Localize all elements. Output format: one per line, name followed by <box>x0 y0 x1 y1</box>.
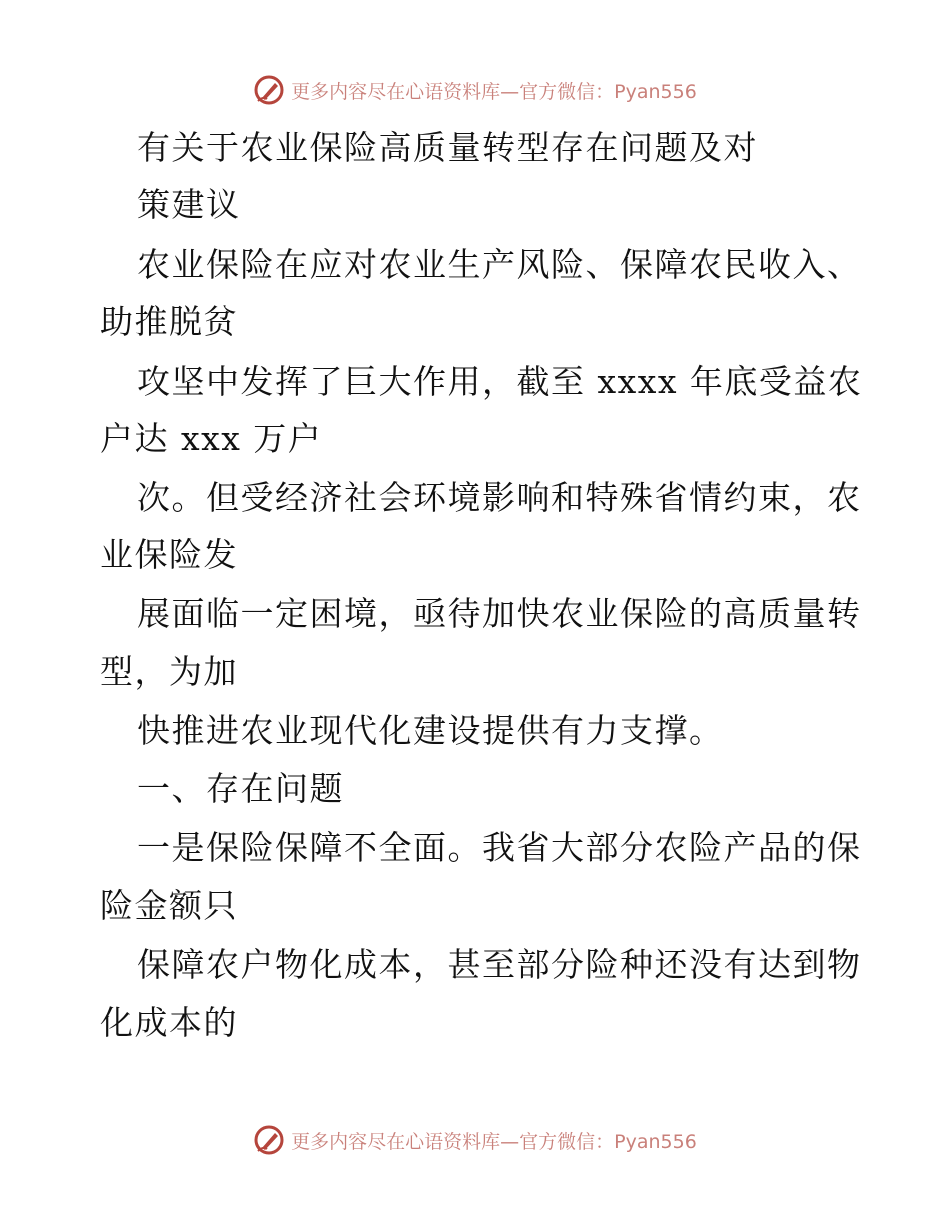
paragraph-line: 险金额只 <box>100 886 238 925</box>
paragraph-line: 快推进农业现代化建设提供有力支撑。 <box>137 711 724 750</box>
paragraph-line: 户达 xxx 万户 <box>100 419 323 458</box>
paragraph-line: 展面临一定困境，亟待加快农业保险的高质量转 <box>137 594 862 633</box>
watermark-text: 更多内容尽在心语资料库—官方微信：Pyan556 <box>291 1130 697 1153</box>
paragraph-line: 业保险发 <box>100 535 238 574</box>
paragraph-line: 化成本的 <box>100 1003 238 1042</box>
paragraph-line: 保障农户物化成本，甚至部分险种还没有达到物 <box>137 945 862 984</box>
pen-circle-icon <box>253 74 285 106</box>
paragraph-line: 助推脱贫 <box>100 302 238 341</box>
paragraph-line: 一是保险保障不全面。我省大部分农险产品的保 <box>137 828 862 867</box>
paragraph-line: 次。但受经济社会环境影响和特殊省情约束，农 <box>137 478 862 517</box>
title-line-1: 有关于农业保险高质量转型存在问题及对 <box>137 128 758 167</box>
paragraph-line: 攻坚中发挥了巨大作用，截至 xxxx 年底受益农 <box>137 362 863 401</box>
footer-watermark <box>0 1120 950 1160</box>
paragraph-line: 型，为加 <box>100 652 238 691</box>
header-watermark <box>0 70 950 110</box>
paragraph-line: 农业保险在应对农业生产风险、保障农民收入、 <box>137 245 862 284</box>
watermark-text: 更多内容尽在心语资料库—官方微信：Pyan556 <box>291 80 697 103</box>
section-heading: 一、存在问题 <box>137 769 344 808</box>
pen-circle-icon <box>253 1124 285 1156</box>
title-line-2: 策建议 <box>137 185 241 224</box>
